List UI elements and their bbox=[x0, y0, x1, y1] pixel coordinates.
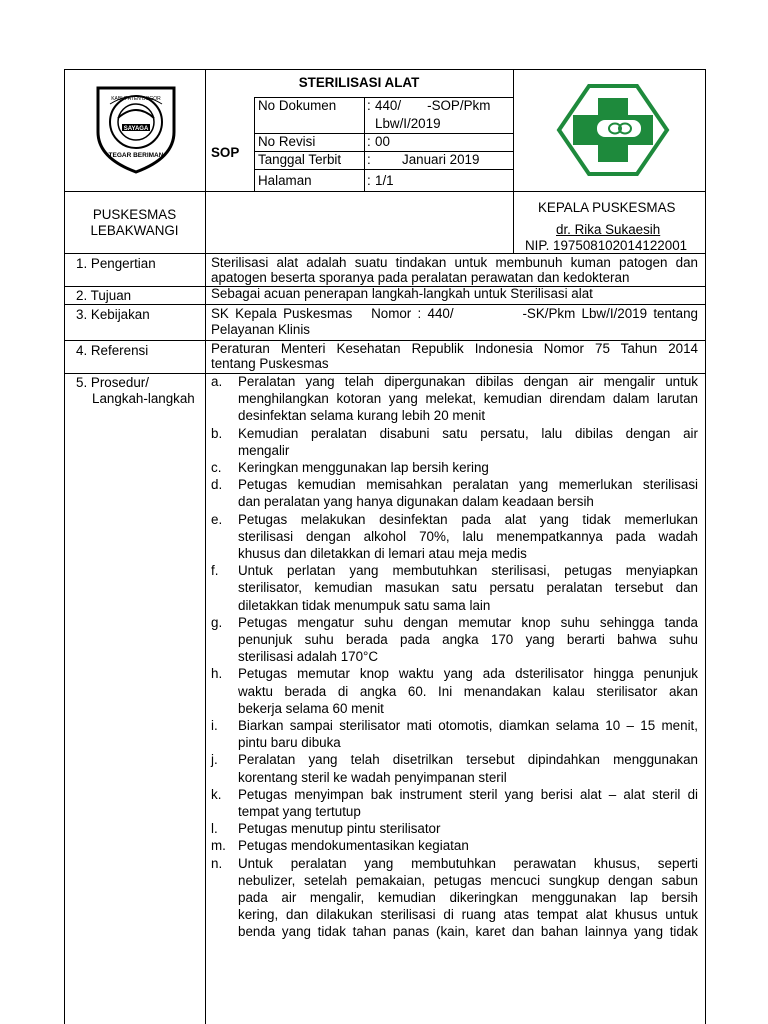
procedure-step-letter: l. bbox=[211, 821, 218, 837]
label-tujuan: 2. Tujuan bbox=[76, 288, 132, 303]
org-name: PUSKESMAS bbox=[92, 207, 177, 222]
sop-label: SOP bbox=[211, 145, 240, 160]
label-pengertian: 1. Pengertian bbox=[76, 256, 156, 271]
procedure-step-letter: b. bbox=[211, 425, 223, 441]
procedure-step-text: Petugas kemudian memisahkan peralatan yang memerlukan sterilisasi dan peralatan yang hanya digunakan dalam keadaan bersih bbox=[238, 477, 698, 510]
procedure-step-text: Petugas menyimpan bak instrument steril yang berisi alat – alat steril di tempat yang tertutup bbox=[238, 786, 698, 819]
meta-label-no-dokumen: No Dokumen bbox=[258, 98, 337, 113]
procedure-step-text: Petugas memutar knop waktu yang ada dsterilisator hingga penunjuk waktu berada di angka 60. Ini menandakan kalau sterilisator akan bekerja selama 60 menit bbox=[238, 666, 698, 716]
label-kebijakan: 3. Kebijakan bbox=[76, 307, 150, 322]
pengertian-text: Sterilisasi alat adalah suatu tindakan untuk membunuh kuman patogen dan bbox=[211, 255, 698, 270]
head-title: KEPALA PUSKESMAS bbox=[538, 200, 676, 215]
tujuan-text: Sebagai acuan penerapan langkah-langkah untuk Sterilisasi alat bbox=[211, 286, 593, 301]
meta-label-no-revisi: No Revisi bbox=[258, 134, 316, 149]
procedure-step-letter: d. bbox=[211, 477, 223, 493]
meta-sep: : bbox=[367, 173, 371, 188]
procedure-step-letter: h. bbox=[211, 666, 223, 682]
meta-value-halaman: 1/1 bbox=[375, 173, 394, 188]
procedure-step-text: Petugas mengatur suhu dengan memutar knop suhu sehingga tanda penunjuk suhu berada pada angka 170 yang berarti bahwa suhu sterilisasi adalah 170°C bbox=[238, 614, 698, 665]
meta-value-tanggal-terbit: Januari 2019 bbox=[402, 152, 480, 167]
procedure-step-text: Biarkan sampai sterilisator mati otomotis, diamkan selama 10 – 15 menit, pintu baru dibuka bbox=[238, 718, 698, 751]
procedure-step-text: Petugas mendokumentasikan kegiatan bbox=[238, 838, 469, 854]
procedure-step-letter: a. bbox=[211, 374, 223, 389]
procedure-step-text: Kemudian peralatan disabuni satu persatu, lalu dibilas dengan air mengalir bbox=[238, 425, 698, 458]
referensi-text-2: tentang Puskesmas bbox=[211, 356, 329, 371]
procedure-step-text: Untuk peralatan yang membutuhkan perawatan khusus, seperti nebulizer, setelah pemakaian, petugas mencuci sungkup dengan sabun pada air mengalir, kemudian dikeringkan menggunakan lap bersih kering, dan dilakukan sterilisasi di ruang atas tempat alat khusus untuk benda yang tidak tahan panas (kain, karet dan bahan lainnya yang tidak bbox=[238, 855, 698, 940]
procedure-step-letter: k. bbox=[211, 786, 222, 802]
document-title: STERILISASI ALAT bbox=[298, 75, 420, 90]
procedure-step-text: Peralatan yang telah dipergunakan dibilas dengan air mengalir untuk menghilangkan kotoran yang melekat, kemudian direndam dalam larutan desinfektan selama kurang lebih 20 menit bbox=[238, 374, 698, 424]
pengertian-text-2: apatogen beserta sporanya pada peralatan perawatan dan kedokteran bbox=[211, 270, 630, 285]
procedure-step-text: Peralatan yang telah disetrilkan tersebut dipindahkan menggunakan korentang steril ke wadah penyimpanan steril bbox=[238, 752, 698, 785]
label-referensi: 4. Referensi bbox=[76, 343, 149, 358]
procedure-step-letter: n. bbox=[211, 855, 223, 871]
label-prosedur: 5. Prosedur/ bbox=[76, 375, 149, 390]
logo-motto: TEGAR BERIMAN bbox=[108, 152, 164, 159]
kebijakan-text-2: Pelayanan Klinis bbox=[211, 322, 311, 337]
procedure-step-letter: j. bbox=[211, 752, 218, 768]
meta-sep: : bbox=[367, 98, 371, 113]
meta-value-no-dokumen: 440/ -SOP/Pkm bbox=[375, 98, 491, 113]
procedure-step-letter: g. bbox=[211, 614, 223, 630]
logo-ring-text: KABUPATEN BOGOR bbox=[111, 96, 161, 102]
referensi-text: Peraturan Menteri Kesehatan Republik Indonesia Nomor 75 Tahun 2014 bbox=[211, 341, 698, 356]
left-logo bbox=[88, 84, 184, 176]
kebijakan-text: SK Kepala Puskesmas Nomor : 440/ -SK/Pkm Lbw/I/2019 tentang bbox=[211, 306, 698, 321]
procedure-step-text: Petugas menutup pintu sterilisator bbox=[238, 821, 441, 837]
org-name-2: LEBAKWANGI bbox=[90, 223, 179, 238]
head-nip: NIP. 197508102014122001 bbox=[525, 238, 688, 253]
right-logo bbox=[555, 84, 671, 176]
procedure-step-letter: i. bbox=[211, 718, 218, 733]
label-prosedur-2: Langkah-langkah bbox=[92, 391, 195, 406]
meta-value-no-revisi: 00 bbox=[375, 134, 390, 149]
meta-label-tanggal-terbit: Tanggal Terbit bbox=[258, 152, 342, 167]
procedure-step-letter: m. bbox=[211, 838, 226, 854]
head-name: dr. Rika Sukaesih bbox=[556, 222, 661, 237]
procedure-step-text: Petugas melakukan desinfektan pada alat yang tidak memerlukan sterilisasi dengan alkohol 70%, lalu menempatkannya pada wadah khusus dan diletakkan di lemari atau meja medis bbox=[238, 511, 698, 561]
meta-label-halaman: Halaman bbox=[258, 173, 312, 188]
meta-value-no-dokumen-2: Lbw/I/2019 bbox=[375, 116, 441, 131]
meta-sep: : bbox=[367, 134, 371, 149]
procedure-step-letter: e. bbox=[211, 511, 223, 527]
procedure-step-letter: c. bbox=[211, 460, 222, 475]
procedure-step-letter: f. bbox=[211, 563, 219, 579]
procedure-step-text: Keringkan menggunakan lap bersih kering bbox=[238, 460, 489, 475]
logo-inner-text: SAYAGA bbox=[123, 126, 149, 132]
procedure-step-text: Untuk perlatan yang membutuhkan sterilisasi, petugas menyiapkan sterilisator, kemudian masukan satu persatu peralatan tersebut dan diletakkan tidak menumpuk satu sama lain bbox=[238, 563, 698, 613]
meta-sep: : bbox=[367, 152, 371, 167]
